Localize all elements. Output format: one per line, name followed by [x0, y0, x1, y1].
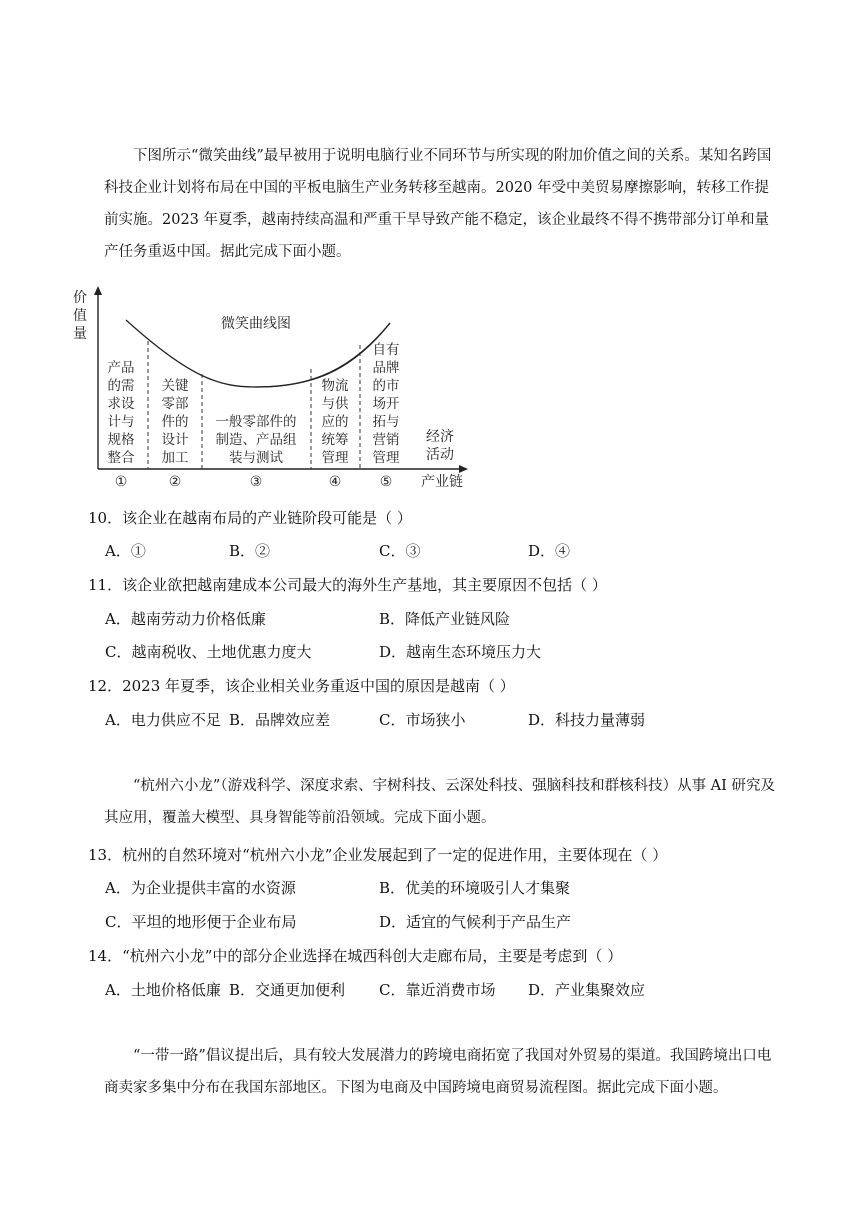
- stage-1-label-line: 计与: [107, 414, 135, 430]
- y-axis-label-2: 值: [73, 308, 87, 324]
- q10-option-b: B．②: [229, 542, 271, 560]
- q14-option-c: C．靠近消费市场: [379, 981, 496, 999]
- q13-option-c: C．平坦的地形便于企业布局: [105, 913, 297, 931]
- stage-2-number: ②: [168, 474, 182, 490]
- stage-5-label-line: 场开: [372, 396, 400, 412]
- stage-2-label-line: 件的: [161, 414, 189, 430]
- x-axis-label-1: 经济: [426, 429, 454, 445]
- q12-option-c: C．市场狭小: [379, 711, 466, 729]
- question-14-stem: 14．“杭州六小龙”中的部分企业选择在城西科创大走廊布局，主要是考虑到（ ）: [88, 947, 623, 965]
- stage-4-number: ④: [328, 474, 342, 490]
- question-13-stem: 13．杭州的自然环境对“杭州六小龙”企业发展起到了一定的促进作用，主要体现在（ ）: [88, 846, 668, 864]
- q12-option-d: D．科技力量薄弱: [528, 711, 646, 729]
- stage-5-label-line: 拓与: [372, 414, 400, 430]
- stage-1-label-line: 求设: [107, 396, 135, 412]
- x-axis-label-2: 活动: [426, 447, 454, 463]
- stage-5-label-line: 营销: [372, 432, 400, 448]
- chart-title: 微笑曲线图: [221, 316, 291, 332]
- stage-2-label-line: 零部: [161, 396, 189, 412]
- q13-option-b: B．优美的环境吸引人才集聚: [379, 879, 571, 897]
- stage-5-number: ⑤: [379, 474, 393, 490]
- intro-passage-3: “一带一路”倡议提出后，具有较大发展潜力的跨境电商拓宽了我国对外贸易的渠道。我国跨境出口电商卖家多集中分布在我国东部地区。下图为电商及中国跨境电商贸易流程图。据此完成下面小题。: [104, 1048, 772, 1096]
- x-axis-arrow: [459, 465, 468, 473]
- stage-3-number: ③: [249, 474, 263, 490]
- stage-2-label-line: 设计: [161, 432, 189, 448]
- stage-2-label-line: 关键: [161, 378, 189, 394]
- q12-option-b: B．品牌效应差: [229, 711, 331, 729]
- stage-5-label-line: 管理: [372, 450, 400, 466]
- question-10-stem: 10．该企业在越南布局的产业链阶段可能是（ ）: [88, 509, 412, 527]
- q12-option-a: A．电力供应不足: [105, 711, 221, 729]
- q11-option-c: C．越南税收、土地优惠力度大: [105, 643, 312, 661]
- q11-option-b: B．降低产业链风险: [379, 610, 511, 628]
- stage-4-label-line: 物流: [321, 378, 349, 394]
- stage-4-label-line: 统筹: [321, 432, 349, 448]
- q13-option-d: D．适宜的气候利于产品生产: [379, 913, 572, 931]
- q14-option-a: A．土地价格低廉: [105, 981, 221, 999]
- stage-3-label-line: 装与测试: [229, 450, 283, 466]
- stage-3-label-line: 制造、产品组: [215, 432, 297, 448]
- stage-2-label-line: 加工: [161, 450, 189, 466]
- stage-1-number: ①: [114, 474, 128, 490]
- q14-option-b: B．交通更加便利: [229, 981, 346, 999]
- stage-5-label-line: 自有: [372, 342, 400, 358]
- y-axis-label-3: 量: [73, 326, 87, 342]
- stage-5-label-line: 的市: [372, 378, 400, 394]
- stage-1-label-line: 产品: [107, 360, 135, 376]
- smile-curve-figure: [70, 283, 480, 493]
- question-12-stem: 12．2023 年夏季，该企业相关业务重返中国的原因是越南（ ）: [88, 677, 515, 695]
- q14-option-d: D．产业集聚效应: [528, 981, 646, 999]
- q10-option-a: A．①: [105, 542, 146, 560]
- q13-option-a: A．为企业提供丰富的水资源: [105, 879, 296, 897]
- x-axis-sub-label: 产业链: [421, 474, 463, 490]
- stage-3-label-line: 一般零部件的: [215, 414, 297, 430]
- stage-1-label-line: 整合: [107, 450, 135, 466]
- intro-passage-2: “杭州六小龙”（游戏科学、深度求索、宇树科技、云深处科技、强脑科技和群核科技）从事 AI 研究及其应用，覆盖大模型、具身智能等前沿领域。完成下面小题。: [104, 778, 775, 826]
- stage-1-label-line: 规格: [107, 432, 135, 448]
- y-axis-arrow: [94, 286, 102, 295]
- q10-option-d: D．④: [528, 542, 571, 560]
- stage-1-label-line: 的需: [107, 378, 135, 394]
- stage-4-label-line: 应的: [321, 414, 349, 430]
- stage-5-label-line: 品牌: [372, 360, 400, 376]
- q10-option-c: C．③: [379, 542, 421, 560]
- stage-4-label-line: 与供: [321, 396, 349, 412]
- y-axis-label-1: 价: [73, 290, 87, 306]
- intro-passage-1: 下图所示“微笑曲线”最早被用于说明电脑行业不同环节与所实现的附加价值之间的关系。某知名跨国科技企业计划将布局在中国的平板电脑生产业务转移至越南。2020 年受中美贸易摩擦影响，转移工作提前实施。2023 年夏季，越南持续高温和严重干旱导致产能不稳定，该企业最终不得不携带部分订单和量产任务重返中国。据此完成下面小题。: [104, 148, 772, 260]
- stage-4-label-line: 管理: [321, 450, 349, 466]
- q11-option-a: A．越南劳动力价格低廉: [105, 610, 266, 628]
- q11-option-d: D．越南生态环境压力大: [379, 643, 542, 661]
- question-11-stem: 11．该企业欲把越南建成本公司最大的海外生产基地，其主要原因不包括（ ）: [88, 576, 607, 594]
